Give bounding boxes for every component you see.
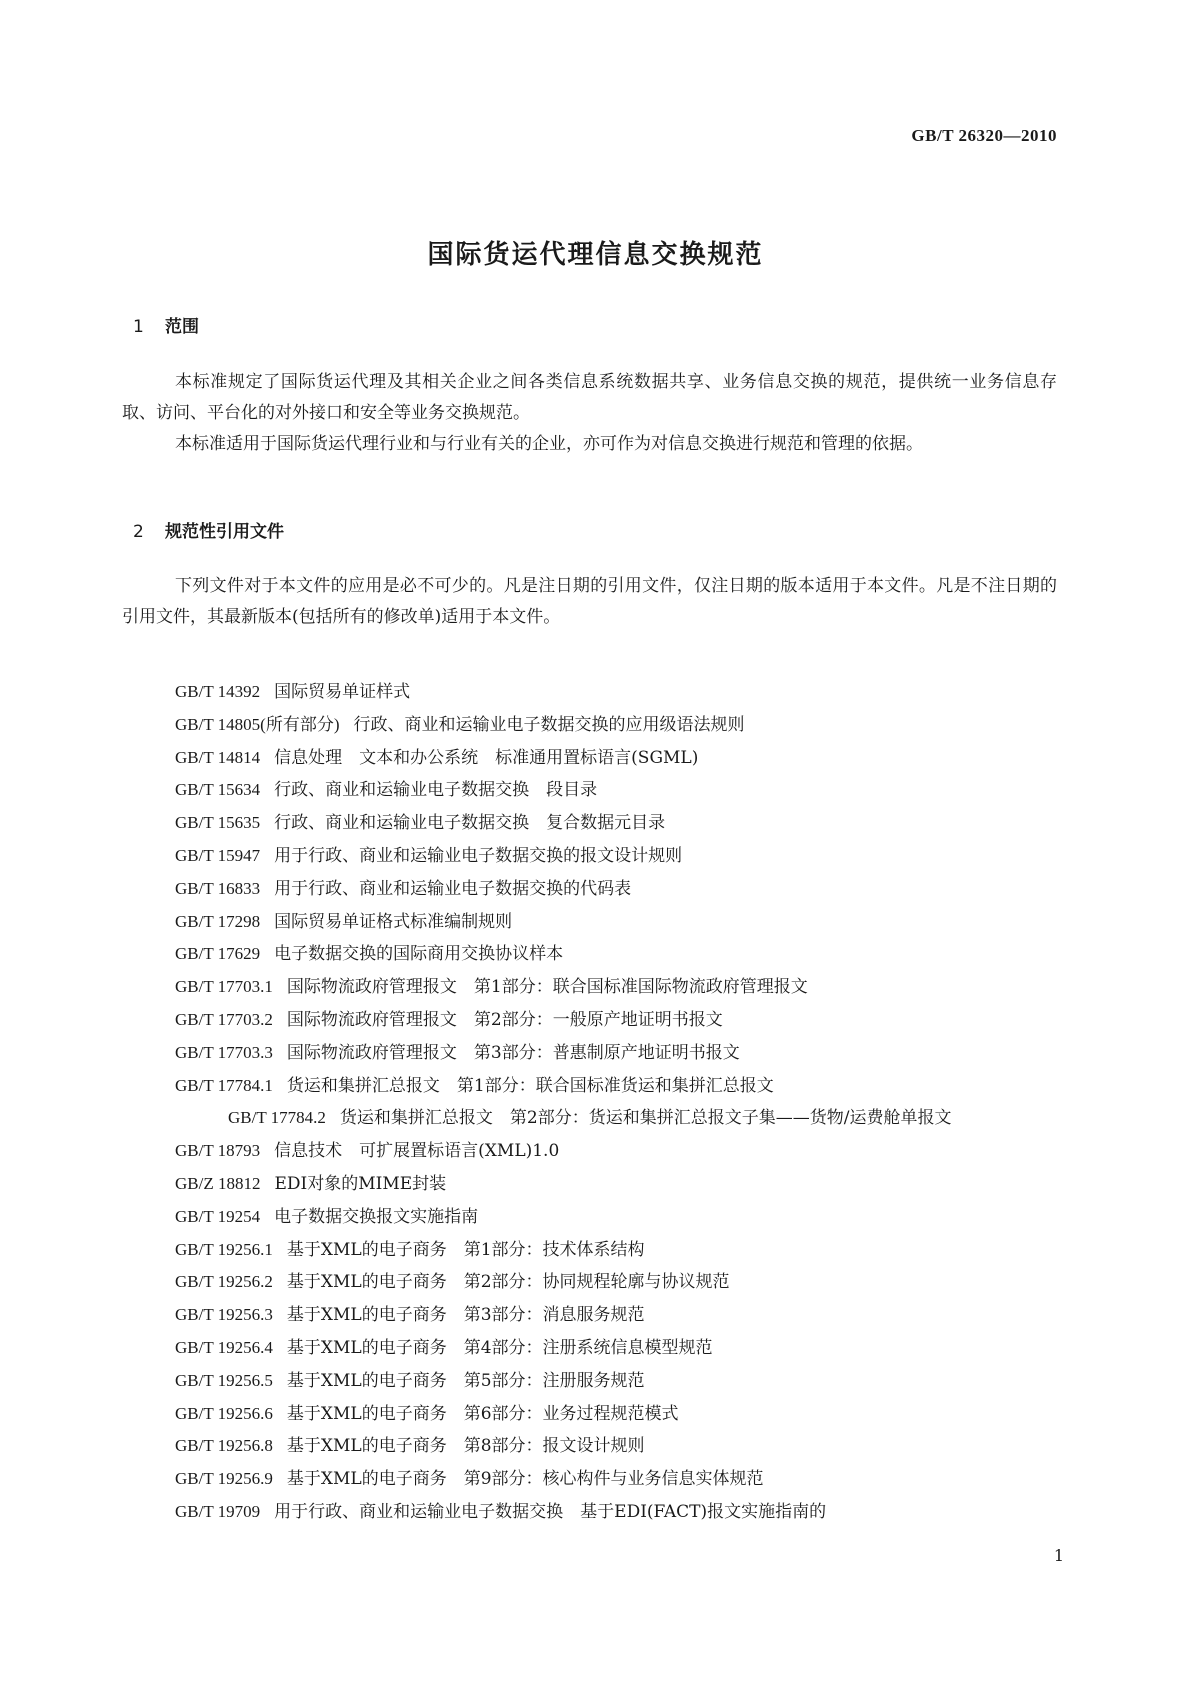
- reference-title: 国际物流政府管理报文 第3部分：普惠制原产地证明书报文: [286, 1042, 740, 1063]
- section-title: 范围: [165, 317, 199, 337]
- reference-title: 行政、商业和运输业电子数据交换 段目录: [274, 780, 598, 801]
- section-1-paragraph-2: 本标准适用于国际货运代理行业和与行业有关的企业，亦可作为对信息交换进行规范和管理的依据。: [175, 434, 923, 454]
- reference-title: 国际贸易单证样式: [274, 682, 411, 702]
- reference-item: [122, 1037, 1057, 1070]
- reference-code: GB/T 14392: [175, 682, 261, 701]
- reference-title: 国际贸易单证格式标准编制规则: [274, 911, 513, 932]
- reference-item: [122, 971, 1057, 1004]
- reference-code: GB/T 19256.8: [175, 1436, 273, 1456]
- reference-item: [122, 709, 1057, 742]
- reference-code: GB/T 17629: [175, 944, 261, 964]
- section-1-heading: [133, 312, 199, 337]
- reference-title: 行政、商业和运输业电子数据交换的应用级语法规则: [353, 714, 745, 735]
- reference-item: [122, 873, 1057, 906]
- reference-item: [122, 1004, 1057, 1037]
- reference-item: [122, 676, 1057, 709]
- section-2-intro: 下列文件对于本文件的应用是必不可少的。凡是注日期的引用文件，仅注日期的版本适用于本文件。凡是不注日期的引用文件，其最新版本(包括所有的修改单)适用于本文件。: [122, 576, 1057, 627]
- reference-code: GB/T 19256.3: [175, 1305, 273, 1325]
- reference-code: GB/T 19256.5: [175, 1370, 273, 1390]
- reference-title: 基于XML的电子商务 第1部分：技术体系结构: [286, 1239, 645, 1260]
- reference-item: [122, 1463, 1057, 1496]
- reference-title: 基于XML的电子商务 第2部分：协同规程轮廓与协议规范: [286, 1272, 730, 1293]
- reference-title: 电子数据交换报文实施指南: [274, 1206, 479, 1227]
- reference-code: GB/T 19254: [175, 1206, 261, 1226]
- reference-code: GB/T 17298: [175, 911, 261, 931]
- reference-code: GB/Z 18812: [175, 1173, 261, 1193]
- reference-code: GB/T 14814: [175, 747, 261, 767]
- standard-code: GB/T 26320—2010: [911, 126, 1057, 145]
- reference-code: GB/T 19256.2: [175, 1272, 273, 1292]
- document-title: 国际货运代理信息交换规范: [427, 240, 764, 270]
- reference-title: 用于行政、商业和运输业电子数据交换 基于EDI(FACT)报文实施指南的: [274, 1501, 827, 1522]
- reference-title: 电子数据交换的国际商用交换协议样本: [274, 944, 564, 965]
- section-1-paragraph-1: 本标准规定了国际货运代理及其相关企业之间各类信息系统数据共享、业务信息交换的规范，提供统一业务信息存取、访问、平台化的对外接口和安全等业务交换规范。: [122, 372, 1057, 423]
- reference-item: [122, 1332, 1057, 1365]
- reference-title: 基于XML的电子商务 第4部分：注册系统信息模型规范: [286, 1337, 713, 1358]
- reference-item: [122, 807, 1057, 840]
- reference-title: 基于XML的电子商务 第3部分：消息服务规范: [286, 1305, 645, 1326]
- reference-title: 基于XML的电子商务 第8部分：报文设计规则: [286, 1436, 645, 1457]
- reference-item: [122, 1398, 1057, 1431]
- reference-title: 用于行政、商业和运输业电子数据交换的报文设计规则: [274, 845, 683, 866]
- reference-item: [122, 1266, 1057, 1299]
- reference-item: [122, 1102, 1057, 1135]
- reference-code: GB/T 16833: [175, 878, 261, 898]
- section-number: 1: [133, 317, 144, 337]
- section-2-heading: [133, 517, 284, 542]
- reference-title: 货运和集拼汇总报文 第2部分：货运和集拼汇总报文子集——货物/运费舱单报文: [339, 1108, 952, 1129]
- reference-item: [122, 1430, 1057, 1463]
- reference-code: GB/T 17784.2: [228, 1108, 326, 1128]
- reference-item: [122, 742, 1057, 775]
- reference-title: EDI对象的MIME封装: [274, 1173, 447, 1194]
- reference-item: [122, 1070, 1057, 1103]
- reference-title: 国际物流政府管理报文 第1部分：联合国标准国际物流政府管理报文: [286, 977, 808, 998]
- reference-code: GB/T 14805(所有部分): [175, 714, 340, 734]
- reference-code: GB/T 17784.1: [175, 1075, 273, 1095]
- reference-code: GB/T 17703.1: [175, 977, 273, 997]
- reference-item: [122, 906, 1057, 939]
- reference-item: [122, 1496, 1057, 1529]
- reference-code: GB/T 18793: [175, 1141, 261, 1161]
- reference-item: [122, 774, 1057, 807]
- reference-item: [122, 1365, 1057, 1398]
- section-number: 2: [133, 522, 144, 542]
- reference-code: GB/T 15635: [175, 813, 261, 833]
- reference-item: [122, 1135, 1057, 1168]
- reference-title: 用于行政、商业和运输业电子数据交换的代码表: [274, 878, 632, 899]
- reference-code: GB/T 19256.1: [175, 1239, 273, 1259]
- reference-title: 行政、商业和运输业电子数据交换 复合数据元目录: [274, 813, 666, 834]
- reference-title: 基于XML的电子商务 第6部分：业务过程规范模式: [286, 1403, 679, 1424]
- reference-code: GB/T 15947: [175, 845, 261, 865]
- reference-item: [122, 1234, 1057, 1267]
- reference-item: [122, 840, 1057, 873]
- reference-code: GB/T 19709: [175, 1501, 261, 1521]
- reference-item: [122, 1201, 1057, 1234]
- reference-item: [122, 1168, 1057, 1201]
- reference-list: [122, 676, 1057, 1529]
- section-title: 规范性引用文件: [165, 522, 284, 542]
- reference-title: 国际物流政府管理报文 第2部分：一般原产地证明书报文: [286, 1009, 723, 1030]
- reference-title: 信息处理 文本和办公系统 标准通用置标语言(SGML): [274, 747, 699, 768]
- reference-title: 基于XML的电子商务 第9部分：核心构件与业务信息实体规范: [286, 1469, 764, 1490]
- reference-title: 基于XML的电子商务 第5部分：注册服务规范: [286, 1370, 645, 1391]
- reference-code: GB/T 15634: [175, 780, 261, 800]
- reference-code: GB/T 19256.6: [175, 1403, 273, 1423]
- reference-item: [122, 938, 1057, 971]
- page-number: 1: [1053, 1546, 1064, 1565]
- reference-title: 货运和集拼汇总报文 第1部分：联合国标准货运和集拼汇总报文: [286, 1075, 774, 1096]
- reference-code: GB/T 17703.3: [175, 1042, 273, 1062]
- reference-code: GB/T 19256.4: [175, 1337, 273, 1357]
- reference-code: GB/T 19256.9: [175, 1469, 273, 1489]
- reference-code: GB/T 17703.2: [175, 1009, 273, 1029]
- reference-title: 信息技术 可扩展置标语言(XML)1.0: [274, 1141, 560, 1162]
- reference-item: [122, 1299, 1057, 1332]
